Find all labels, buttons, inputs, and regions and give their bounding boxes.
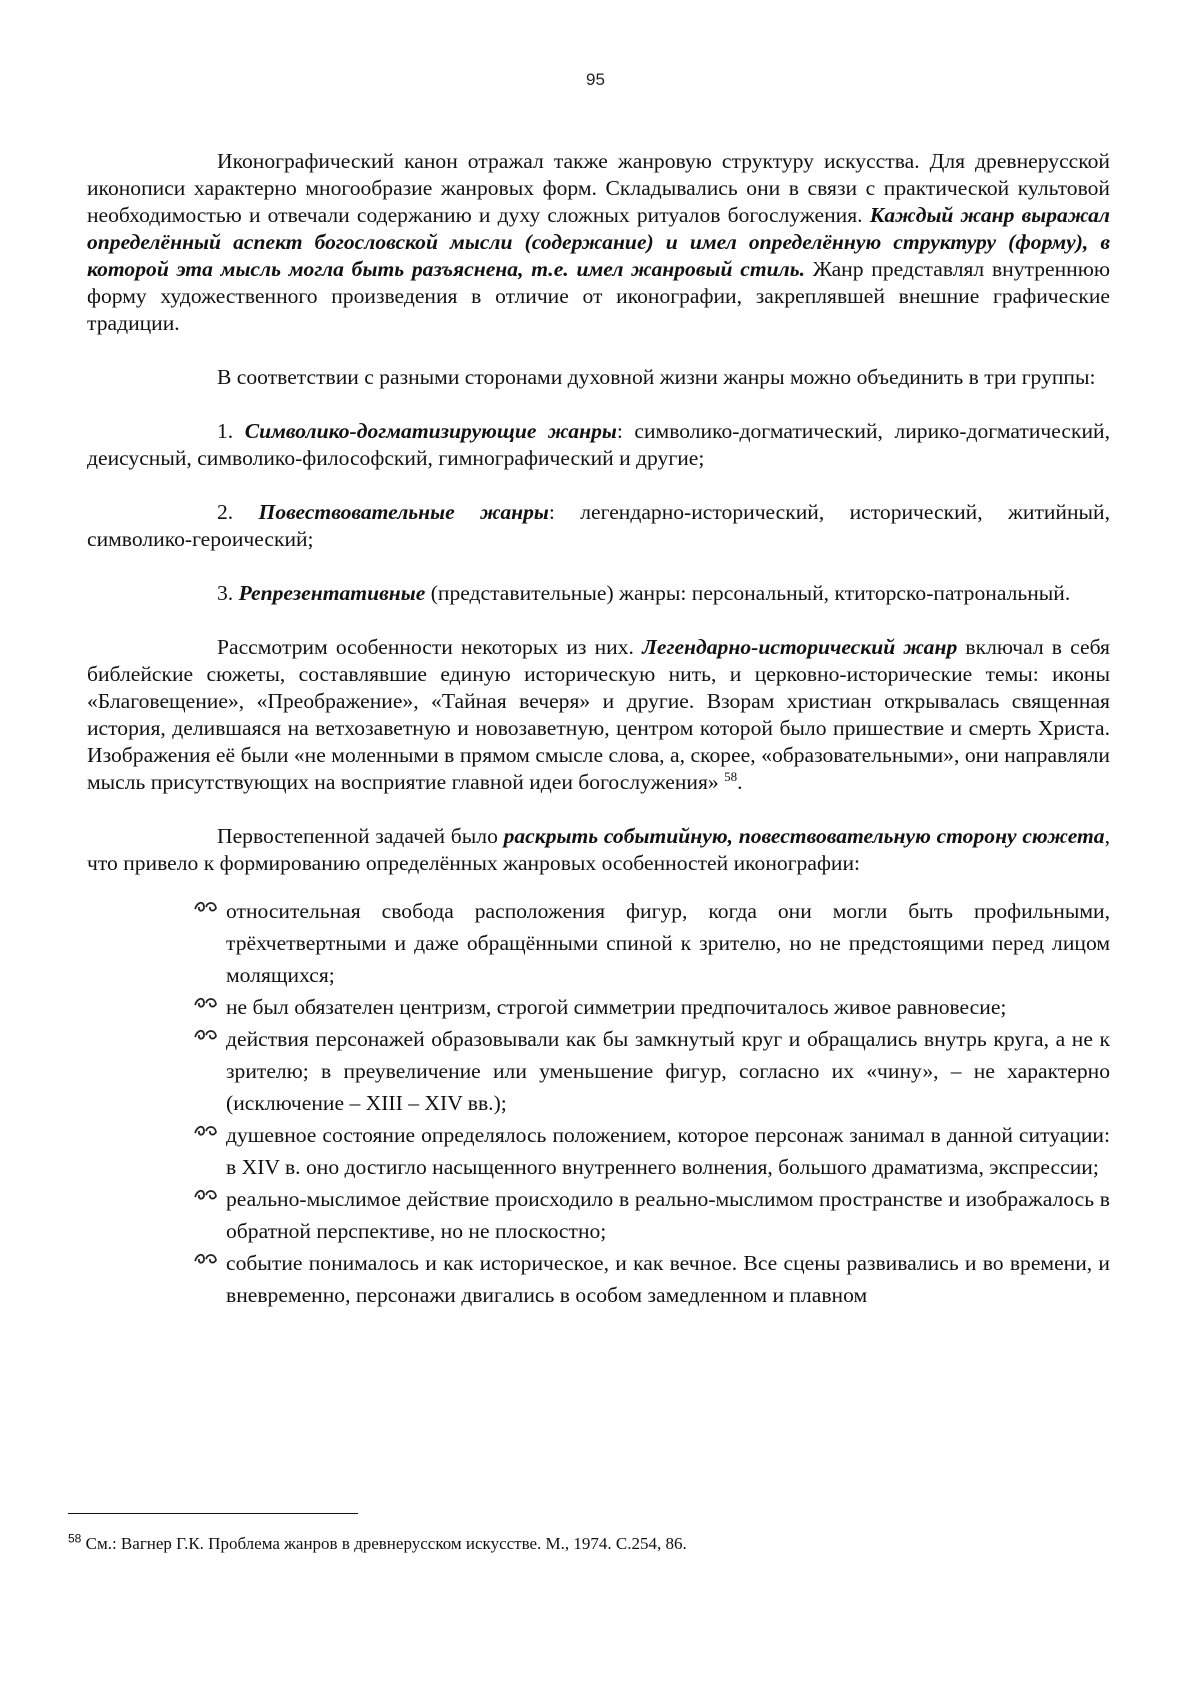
paragraph-text: , что привело к формированию определённых жанровых особенностей иконографии: (87, 824, 1110, 875)
body-text (87, 148, 1110, 1311)
paragraph-text: включал в себя библейские сюжеты, составлявшие единую историческую нить, и церковно-исторические темы: иконы «Благовещение», «Преображение», «Тайная вечеря» и другие. Взорам христиан открывалась священная история, делившаяся на ветхозаветную и новозаветную, центром которой было пришествие и смерть Христа. Изображения её были «не моленными в прямом смысле слова, а, скорее, «образовательными», они направляли мысль присутствующих на восприятие главной идеи богослужения» (87, 635, 1110, 794)
paragraph-text: Первостепенной задачей было (217, 824, 504, 848)
genre-group-text: (представительные) жанры: персональный, ктиторско-патрональный. (425, 581, 1071, 605)
paragraph-three-groups: В соответствии с разными сторонами духовной жизни жанры можно объединить в три группы: (217, 365, 1096, 389)
page-number: 95 (586, 70, 605, 89)
ornament-bullet-icon (192, 1119, 222, 1151)
ornament-bullet-icon (192, 895, 222, 927)
list-item-text: не был обязателен центризм, строгой симметрии предпочиталось живое равновесие; (226, 995, 1007, 1019)
list-item-text: относительная свобода расположения фигур, когда они могли быть профильными, трёхчетвертными и даже обращёнными спиной к зрителю, но не предстоящими перед лицом молящихся; (226, 899, 1110, 987)
genre-group-title: Символико-догматизирующие жанры (244, 419, 617, 443)
paragraph-text: Иконографический канон отражал также жанровую структуру искусства. Для древнерусской иконописи характерно многообразие жанровых форм. Складывались они в связи с практической культовой необходимостью и отвечали содержанию и духу сложных ритуалов богослужения. (87, 149, 1110, 227)
paragraph-legendary-historical (87, 634, 1110, 796)
footnote-separator (68, 1513, 358, 1514)
genre-group-3 (87, 580, 1110, 607)
list-item (192, 895, 1110, 991)
list-item (192, 1023, 1110, 1119)
ornament-bullet-icon (192, 1247, 222, 1279)
ornament-bullet-icon (192, 1183, 222, 1215)
list-item (192, 1119, 1110, 1183)
footnote (68, 1533, 687, 1555)
list-item-text: действия персонажей образовывали как бы замкнутый круг и обращались внутрь круга, а не к зрителю; в преувеличение или уменьшение фигур, согласно их «чину», – не характерно (исключение – XIII – XIV вв.); (226, 1027, 1110, 1115)
paragraph-text: . (737, 770, 743, 794)
genre-features-list (87, 895, 1110, 1311)
ornament-bullet-icon (192, 991, 222, 1023)
list-item-text: душевное состояние определялось положением, которое персонаж занимал в данной ситуации: в XIV в. оно достигло насыщенного внутреннего волнения, большого драматизма, экспрессии; (226, 1123, 1110, 1179)
footnote-mark: 58 (68, 1531, 82, 1546)
list-number: 2. (217, 500, 259, 524)
list-item-text: событие понималось и как историческое, и как вечное. Все сцены развивались и во времени, и вневременно, персонажи двигались в особом замедленном и плавном (226, 1251, 1110, 1307)
genre-group-2 (87, 499, 1110, 553)
paragraph-primary-task (87, 823, 1110, 877)
list-item-text: реально-мыслимое действие происходило в реально-мыслимом пространстве и изображалось в обратной перспективе, но не плоскостно; (226, 1187, 1110, 1243)
paragraph-text: Рассмотрим особенности некоторых из них. (217, 635, 643, 659)
list-item (192, 1183, 1110, 1247)
genre-group-text: : легендарно-исторический, исторический, житийный, символико-героический; (87, 500, 1111, 551)
paragraph-iconographic-canon (87, 148, 1110, 337)
genre-group-title: Репрезентативные (238, 581, 426, 605)
genre-group-1 (87, 418, 1110, 472)
genre-group-text: : символико-догматический, лирико-догматический, деисусный, символико-философский, гимнографический и другие; (87, 419, 1110, 470)
list-number: 1. (217, 419, 245, 443)
ornament-bullet-icon (192, 1023, 222, 1055)
list-number: 3. (217, 581, 239, 605)
list-item (192, 1247, 1110, 1311)
footnote-reference[interactable]: 58 (724, 768, 738, 784)
footnote-text: См.: Вагнер Г.К. Проблема жанров в древнерусском искусстве. М., 1974. С.254, 86. (81, 1534, 687, 1553)
emphasis-text: Каждый жанр выражал определённый аспект богословской мысли (содержание) и имел определённую структуру (форму), в которой эта мысль могла быть разъяснена, т.е. имел жанровый стиль. (87, 203, 1110, 281)
emphasis-text: Легендарно-исторический жанр (642, 635, 958, 659)
emphasis-text: раскрыть событийную, повествовательную сторону сюжета (503, 824, 1105, 848)
list-item (192, 991, 1110, 1023)
genre-group-title: Повествовательные жанры (258, 500, 549, 524)
paragraph-text: Жанр представлял внутреннюю форму художественного произведения в отличие от иконографии, закреплявшей внешние графические традиции. (87, 257, 1110, 335)
